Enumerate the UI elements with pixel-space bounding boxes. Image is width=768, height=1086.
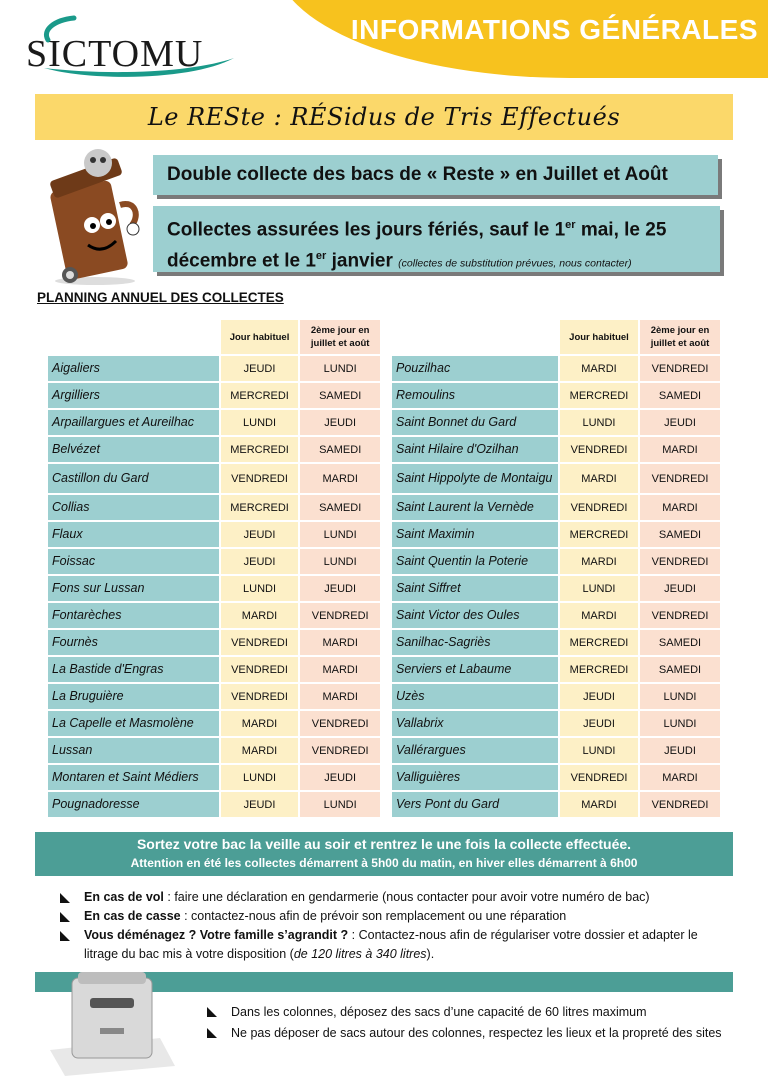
town-cell: Serviers et Labaume: [392, 657, 558, 682]
second-day-cell: JEUDI: [640, 738, 720, 763]
holiday-collect-box: [153, 206, 720, 272]
town-cell: Saint Laurent la Vernède: [392, 495, 558, 520]
table-row: [48, 603, 380, 628]
second-day-cell: SAMEDI: [300, 437, 380, 462]
town-cell: Vallérargues: [392, 738, 558, 763]
usual-day-cell: MERCREDI: [221, 495, 299, 520]
town-cell: Vallabrix: [392, 711, 558, 736]
second-day-cell: JEUDI: [300, 576, 380, 601]
bullet-breakage: [58, 907, 726, 926]
usual-day-cell: VENDREDI: [560, 765, 638, 790]
usual-day-cell: MARDI: [221, 711, 299, 736]
town-cell: Vers Pont du Gard: [392, 792, 558, 817]
town-cell: Saint Quentin la Poterie: [392, 549, 558, 574]
bullet-tail: ).: [426, 947, 435, 961]
second-day-cell: LUNDI: [640, 711, 720, 736]
second-day-cell: VENDREDI: [300, 711, 380, 736]
trash-bin-mascot-icon: [40, 145, 150, 285]
recycling-column-icon: [50, 968, 175, 1076]
table-row: [392, 495, 720, 520]
table-row: [48, 765, 380, 790]
usual-day-cell: MERCREDI: [560, 522, 638, 547]
town-cell: Fournès: [48, 630, 219, 655]
table-row: [392, 410, 720, 435]
table-body-right: [392, 356, 720, 817]
usual-day-cell: LUNDI: [560, 576, 638, 601]
bullet-column-clean: [205, 1023, 745, 1044]
town-cell: Montaren et Saint Médiers: [48, 765, 219, 790]
usual-day-cell: LUNDI: [221, 765, 299, 790]
usual-day-cell: MARDI: [560, 549, 638, 574]
notice-line-2: Attention en été les collectes démarrent à 5h00 du matin, en hiver elles démarrent à 6h00: [130, 856, 638, 870]
town-cell: La Bruguière: [48, 684, 219, 709]
table-row: [392, 657, 720, 682]
triangle-bullet-icon: [207, 1007, 217, 1017]
holiday-sup-1: er: [565, 219, 576, 231]
triangle-bullet-icon: [60, 931, 70, 941]
second-day-cell: MARDI: [640, 437, 720, 462]
table-row: [48, 495, 380, 520]
town-cell: Belvézet: [48, 437, 219, 462]
table-row: [392, 603, 720, 628]
table-row: [392, 383, 720, 408]
triangle-bullet-icon: [207, 1028, 217, 1038]
table-row: [48, 657, 380, 682]
second-day-cell: MARDI: [640, 765, 720, 790]
town-cell: Saint Victor des Oules: [392, 603, 558, 628]
usual-day-cell: MARDI: [221, 738, 299, 763]
table-row: [48, 630, 380, 655]
header-usual-day: Jour habituel: [560, 320, 638, 354]
second-day-cell: VENDREDI: [300, 738, 380, 763]
town-cell: Fontarèches: [48, 603, 219, 628]
second-day-cell: MARDI: [300, 630, 380, 655]
town-cell: Aigaliers: [48, 356, 219, 381]
usual-day-cell: MERCREDI: [560, 630, 638, 655]
notice-line-1: Sortez votre bac la veille au soir et rentrez le une fois la collecte effectuée.: [136, 836, 632, 852]
second-day-cell: VENDREDI: [640, 792, 720, 817]
header-title: INFORMATIONS GÉNÉRALES: [350, 14, 758, 45]
holiday-text-1: Collectes assurées les jours fériés, sauf le 1: [167, 219, 566, 241]
usual-day-cell: JEUDI: [221, 356, 299, 381]
town-cell: Argilliers: [48, 383, 219, 408]
bullet-bold: En cas de casse: [84, 909, 181, 923]
table-row: [48, 549, 380, 574]
header-second-day: 2ème jour en juillet et août: [640, 320, 720, 354]
second-day-cell: MARDI: [300, 657, 380, 682]
logo: [26, 10, 256, 76]
usual-day-cell: MARDI: [560, 356, 638, 381]
second-day-cell: JEUDI: [640, 576, 720, 601]
bullet-text: : contactez-nous afin de prévoir son remplacement ou une réparation: [180, 909, 567, 923]
second-day-cell: MARDI: [640, 495, 720, 520]
table-row: [48, 522, 380, 547]
second-day-cell: MARDI: [300, 464, 380, 493]
second-day-cell: SAMEDI: [640, 383, 720, 408]
second-day-cell: LUNDI: [640, 684, 720, 709]
table-row: [392, 437, 720, 462]
table-row: [48, 738, 380, 763]
second-day-cell: VENDREDI: [640, 356, 720, 381]
bullet-theft: [58, 888, 726, 907]
town-cell: Arpaillargues et Aureilhac: [48, 410, 219, 435]
usual-day-cell: MARDI: [560, 464, 638, 493]
usual-day-cell: JEUDI: [560, 711, 638, 736]
bullet-moving: [58, 926, 726, 964]
usual-day-cell: MERCREDI: [560, 383, 638, 408]
second-day-cell: VENDREDI: [640, 603, 720, 628]
table-row: [48, 410, 380, 435]
second-day-cell: SAMEDI: [640, 657, 720, 682]
town-cell: La Bastide d'Engras: [48, 657, 219, 682]
triangle-bullet-icon: [60, 893, 70, 903]
usual-day-cell: JEUDI: [221, 792, 299, 817]
town-cell: Pougnadoresse: [48, 792, 219, 817]
town-cell: Saint Bonnet du Gard: [392, 410, 558, 435]
table-row: [48, 437, 380, 462]
title-banner: [35, 94, 733, 140]
planning-table-right: [390, 318, 722, 819]
usual-day-cell: MERCREDI: [221, 437, 299, 462]
table-row: [392, 792, 720, 817]
usual-day-cell: LUNDI: [221, 576, 299, 601]
bullet-italic: de 120 litres à 340 litres: [293, 947, 427, 961]
town-cell: La Capelle et Masmolène: [48, 711, 219, 736]
table-row: [392, 576, 720, 601]
second-day-cell: MARDI: [300, 684, 380, 709]
usual-day-cell: JEUDI: [221, 522, 299, 547]
blank-header: [392, 320, 558, 354]
holiday-sup-2: er: [315, 250, 327, 263]
table-row: [392, 630, 720, 655]
second-day-cell: SAMEDI: [640, 522, 720, 547]
column-bullets: [205, 1002, 745, 1044]
second-day-cell: LUNDI: [300, 356, 380, 381]
second-day-cell: JEUDI: [640, 410, 720, 435]
table-row: [392, 356, 720, 381]
town-cell: Castillon du Gard: [48, 464, 219, 493]
holiday-text-2: mai, le 25 décembre et le 1: [167, 219, 667, 272]
logo-text: SICTOMU: [26, 33, 204, 75]
town-cell: Pouzilhac: [392, 356, 558, 381]
town-cell: Saint Maximin: [392, 522, 558, 547]
bullet-bold: En cas de vol: [84, 890, 164, 904]
town-cell: Foissac: [48, 549, 219, 574]
table-body-left: [48, 356, 380, 817]
usual-day-cell: MARDI: [560, 603, 638, 628]
banner-title: Le RESte : RÉSidus de Tris Effectués: [147, 103, 621, 131]
notice-banner: [35, 832, 733, 876]
town-cell: Uzès: [392, 684, 558, 709]
second-day-cell: VENDREDI: [640, 464, 720, 493]
usual-day-cell: MERCREDI: [560, 657, 638, 682]
bullet-column-capacity: [205, 1002, 745, 1023]
second-day-cell: VENDREDI: [640, 549, 720, 574]
planning-title: PLANNING ANNUEL DES COLLECTES: [37, 290, 284, 305]
second-day-cell: SAMEDI: [300, 495, 380, 520]
second-day-cell: LUNDI: [300, 792, 380, 817]
table-row: [48, 684, 380, 709]
town-cell: Saint Hilaire d'Ozilhan: [392, 437, 558, 462]
town-cell: Collias: [48, 495, 219, 520]
table-row: [48, 576, 380, 601]
table-row: [392, 549, 720, 574]
bullet-bold: Vous déménagez ? Votre famille s’agrandit ?: [84, 928, 349, 942]
blank-header: [48, 320, 219, 354]
bullet-text: : faire une déclaration en gendarmerie (nous contacter pour avoir votre numéro de bac): [163, 890, 650, 904]
table-row: [392, 522, 720, 547]
usual-day-cell: JEUDI: [221, 549, 299, 574]
town-cell: Saint Siffret: [392, 576, 558, 601]
info-bullets: [58, 888, 726, 964]
town-cell: Remoulins: [392, 383, 558, 408]
bullet-text: : Contactez-nous afin de régulariser votre dossier et adapter le litrage du bac mis à votre disposition (: [84, 928, 698, 961]
bullet-text: Dans les colonnes, déposez des sacs d’une capacité de 60 litres maximum: [231, 1005, 647, 1019]
usual-day-cell: LUNDI: [221, 410, 299, 435]
usual-day-cell: VENDREDI: [221, 630, 299, 655]
usual-day-cell: VENDREDI: [560, 495, 638, 520]
table-row: [392, 738, 720, 763]
table-row: [392, 684, 720, 709]
table-row: [392, 711, 720, 736]
usual-day-cell: LUNDI: [560, 738, 638, 763]
town-cell: Saint Hippolyte de Montaigu: [392, 464, 558, 493]
usual-day-cell: MARDI: [560, 792, 638, 817]
second-day-cell: SAMEDI: [640, 630, 720, 655]
table-row: [48, 356, 380, 381]
header-second-day: 2ème jour en juillet et août: [300, 320, 380, 354]
table-row: [392, 464, 720, 493]
header-usual-day: Jour habituel: [221, 320, 299, 354]
table-row: [48, 383, 380, 408]
usual-day-cell: JEUDI: [560, 684, 638, 709]
usual-day-cell: MARDI: [221, 603, 299, 628]
triangle-bullet-icon: [60, 912, 70, 922]
holiday-text-3: janvier: [326, 250, 399, 272]
second-day-cell: LUNDI: [300, 549, 380, 574]
usual-day-cell: MERCREDI: [221, 383, 299, 408]
second-day-cell: SAMEDI: [300, 383, 380, 408]
town-cell: Lussan: [48, 738, 219, 763]
town-cell: Valliguières: [392, 765, 558, 790]
table-row: [392, 765, 720, 790]
second-day-cell: JEUDI: [300, 410, 380, 435]
town-cell: Fons sur Lussan: [48, 576, 219, 601]
holiday-note: (collectes de substitution prévues, nous contacter): [398, 257, 632, 270]
table-row: [48, 711, 380, 736]
table-row: [48, 792, 380, 817]
second-day-cell: JEUDI: [300, 765, 380, 790]
table-row: [48, 464, 380, 493]
usual-day-cell: VENDREDI: [221, 684, 299, 709]
bullet-text: Ne pas déposer de sacs autour des colonnes, respectez les lieux et la propreté des sites: [231, 1026, 722, 1040]
town-cell: Sanilhac-Sagriès: [392, 630, 558, 655]
usual-day-cell: VENDREDI: [221, 657, 299, 682]
usual-day-cell: LUNDI: [560, 410, 638, 435]
town-cell: Flaux: [48, 522, 219, 547]
second-day-cell: LUNDI: [300, 522, 380, 547]
usual-day-cell: VENDREDI: [221, 464, 299, 493]
second-day-cell: VENDREDI: [300, 603, 380, 628]
double-collect-box: Double collecte des bacs de « Reste » en Juillet et Août: [153, 155, 718, 195]
planning-table-left: [46, 318, 382, 819]
usual-day-cell: VENDREDI: [560, 437, 638, 462]
